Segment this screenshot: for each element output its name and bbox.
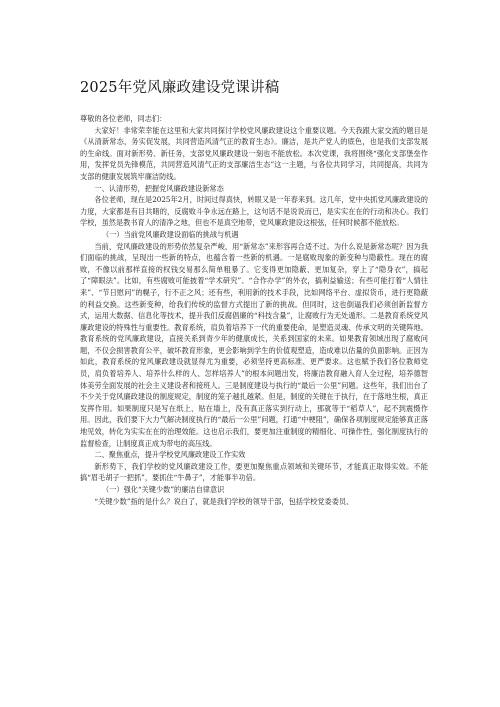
subsection-heading-1-1: （一）当前党风廉政建设面临的挑战与机遇: [102, 229, 239, 239]
subsection-2-1-paragraph: “关键少数”指的是什么？说白了，就是我们学校的领导干部，包括学校党委委员、: [94, 496, 354, 506]
section-heading-2: 二、聚焦重点，提升学校党风廉政建设工作实效: [94, 450, 246, 460]
section-2-paragraph: 新形势下，我们学校的党风廉政建设工作，要更加聚焦重点领域和关键环节，才能真正取得实效。不能搞“眉毛胡子一把抓”，要抓住“牛鼻子”，才能事半功倍。: [80, 461, 428, 483]
intro-paragraph: 大家好！非常荣幸能在这里和大家共同探讨学校党风廉政建设这个重要议题。今天我跟大家交流的题目是《从清新常态，务实促发展，共同营造风清气正的教育生态》。廉洁，是共产党人的底色，也是我们支部发展的生命线。面对新形势、新任务，支部党风廉政建设一刻也不能放松。本次党课，我将围绕“强化支部堡垒作用，发挥党员先锋模范，共同营造风清气正的支部廉洁生态”这一主题，与各位共同学习，共同提高，共同为支部的健康发展筑牢廉洁防线。: [80, 125, 428, 181]
subsection-heading-2-1: （一）强化“关键少数”的廉洁自律意识: [102, 485, 225, 494]
salutation: 尊敬的各位老师，同志们：: [80, 114, 167, 123]
section-heading-1: 一、认清形势，把握党风廉政建设新常态: [94, 183, 224, 193]
subsection-1-1-paragraph: 当前，党风廉政建设的形势依然复杂严峻，用“新常态”来形容再合适不过。为什么说是新常态呢？因为我们面临的挑战，呈现出一些新的特点，也蕴含着一些新的机遇。一是腐败现象的新变种与隐蔽性。现在的腐败，不像以前那样直接的权钱交易那么简单粗暴了。它变得更加隐蔽、更加复杂，穿上了“隐身衣”，搞起了“障眼法”。比如，有些腐败可能披着“学术研究”、“合作办学”的外衣，搞利益输送；有些可能打着“人情往来”、“节日慰问”的幌子，行不正之风；还有些，利用新的技术手段，比如网络平台、虚拟货币，进行更隐蔽的利益交换。这些新变种，给我们传统的监督方式提出了新的挑战。但同时，这也倒逼我们必须创新监督方式，运用大数据、信息化等技术，提升我们反腐倡廉的“科技含量”，让腐败行为无处遁形。二是教育系统党风廉政建设的特殊性与重要性。教育系统，肩负着培养下一代的重要使命，是塑造灵魂、传承文明的关键阵地。教育系统的党风廉政建设，直接关系到青少年的健康成长，关系到国家的未来。如果教育领域出现了腐败问题，不仅会损害教育公平，破坏教育形象，更会影响到学生的价值观塑造，造成难以估量的负面影响。正因为如此，教育系统的党风廉政建设就显得尤为重要，必须坚持更高标准、更严要求。这也赋予我们各位教师党员，肩负着培养人、培养什么样的人、怎样培养人”的根本问题出发，将廉洁教育融入育人全过程，培养德智体美劳全面发展的社会主义建设者和接班人。三是制度建设与执行的“最后一公里”问题。这些年，我们出台了不少关于党风廉政建设的制度规定，制度的笼子越扎越紧。但是，制度的关键在于执行，在于落地生根，真正发挥作用。如果制度只是写在纸上、贴在墙上，没有真正落实到行动上，那就等于“稻草人”，起不到震慑作用。因此，我们要下大力气解决制度执行的“最后一公里”问题，打通“中梗阻”，确保各项制度规定能够真正落地见效，转化为实实在在的治理效能。这也启示我们，要更加注重制度的精细化、可操作性，强化制度执行的监督检查，让制度真正成为带电的高压线。: [80, 241, 428, 448]
document-title: 2025年党风廉政建设党课讲稿: [80, 80, 280, 96]
section-1-paragraph: 各位老师，现在是2025年2月，时间过得真快，转眼又是一年春来到。这几年，党中央抓党风廉政建设的力度，大家都是有目共睹的，反腐败斗争永远在路上，这句话不是说说而已，是实实在在的行动和决心。我们学校，虽然是教书育人的清净之地，但也不是真空地带，党风廉政建设这根弦，任何时候都不能放松。: [80, 195, 428, 228]
